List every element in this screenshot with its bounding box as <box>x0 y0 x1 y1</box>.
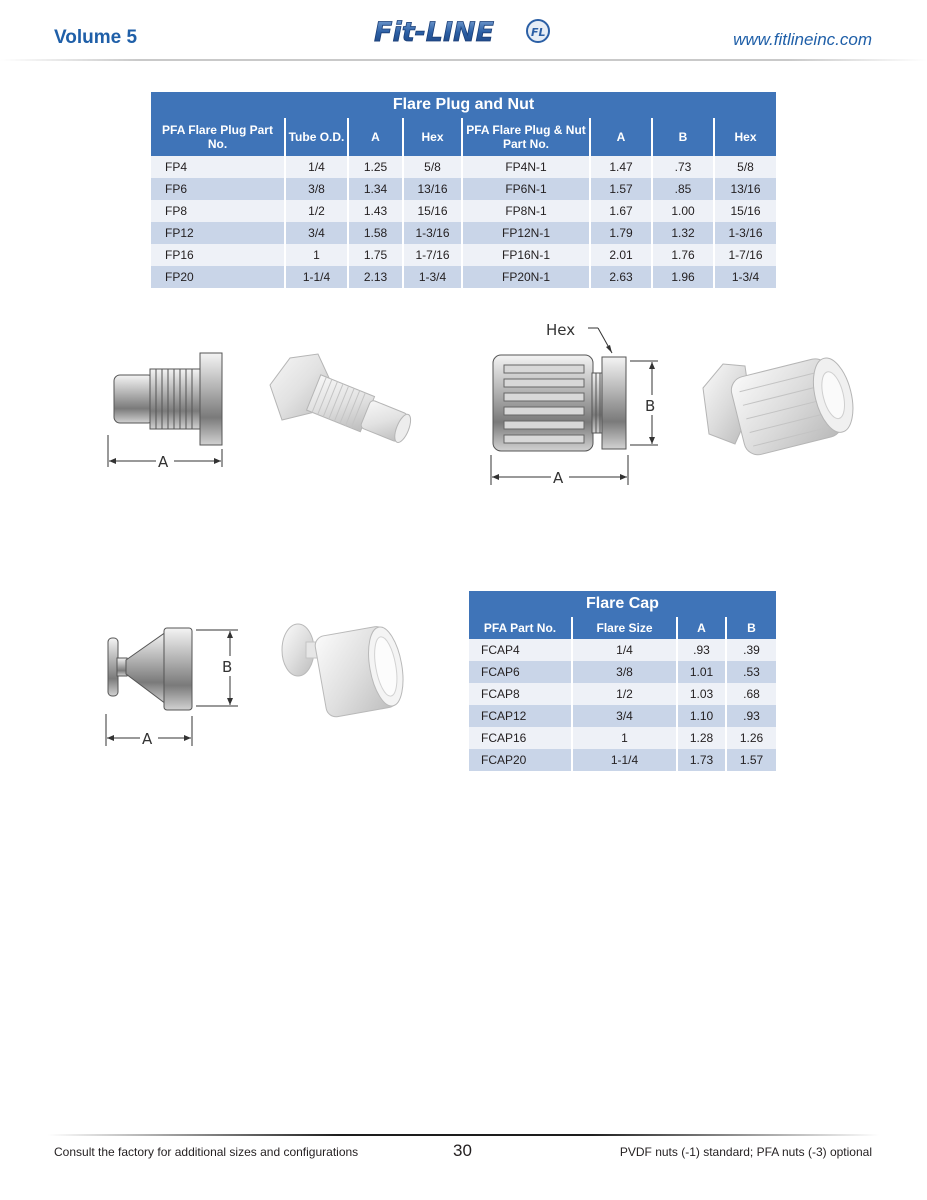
table-cell: 5/8 <box>403 156 462 178</box>
table-row <box>151 244 776 266</box>
table-row <box>151 222 776 244</box>
table-title: Flare Plug and Nut <box>151 92 776 118</box>
column-header: PFA Flare Plug & Nut Part No. <box>462 118 590 156</box>
table-cell: 1.75 <box>348 244 403 266</box>
table-cell: 3/8 <box>572 661 677 683</box>
table-cell: .93 <box>677 639 726 661</box>
table-cell: 1/2 <box>285 200 348 222</box>
table-cell: FCAP4 <box>469 639 572 661</box>
table-cell: 1-7/16 <box>714 244 776 266</box>
table-row <box>151 178 776 200</box>
page-number: 30 <box>453 1141 472 1160</box>
table-row <box>469 683 776 705</box>
table-cell: 1.34 <box>348 178 403 200</box>
table-cell: 1-3/16 <box>403 222 462 244</box>
table-cell: 2.63 <box>590 266 652 288</box>
table-row <box>151 200 776 222</box>
flare-cap-photo <box>270 608 420 728</box>
table-cell: 2.01 <box>590 244 652 266</box>
table-cell: FP6 <box>151 178 285 200</box>
table-cell: FP16N-1 <box>462 244 590 266</box>
table-cell: 1.10 <box>677 705 726 727</box>
table-cell: 1.26 <box>726 727 776 749</box>
svg-text:A: A <box>158 453 169 471</box>
flare-cap-dimension-drawing <box>100 620 242 750</box>
table-cell: 1-1/4 <box>572 749 677 771</box>
table-cell: .53 <box>726 661 776 683</box>
table-cell: .93 <box>726 705 776 727</box>
flare-plug-photo <box>260 340 420 465</box>
table-cell: 1.96 <box>652 266 714 288</box>
table-cell: 1.76 <box>652 244 714 266</box>
volume-label: Volume 5 <box>54 27 138 48</box>
table-cell: FP8 <box>151 200 285 222</box>
table-cell: 1-7/16 <box>403 244 462 266</box>
table-cell: 1-3/4 <box>714 266 776 288</box>
table-cell: 13/16 <box>714 178 776 200</box>
table-cell: 1-3/4 <box>403 266 462 288</box>
table-cell: FP4 <box>151 156 285 178</box>
table-row <box>469 749 776 771</box>
table-cell: .39 <box>726 639 776 661</box>
table-cell: FP20 <box>151 266 285 288</box>
table-cell: 1.57 <box>726 749 776 771</box>
table-cell: 1-1/4 <box>285 266 348 288</box>
table-row <box>469 727 776 749</box>
table-cell: .73 <box>652 156 714 178</box>
table-cell: 1.00 <box>652 200 714 222</box>
flare-plug-nut-table <box>151 92 776 288</box>
column-header: B <box>652 118 714 156</box>
header-divider <box>0 59 927 61</box>
svg-text:A: A <box>553 469 564 487</box>
svg-text:B: B <box>645 397 656 415</box>
table-cell: 1.47 <box>590 156 652 178</box>
table-cell: 3/8 <box>285 178 348 200</box>
svg-text:Hex: Hex <box>546 321 576 339</box>
table-cell: FP8N-1 <box>462 200 590 222</box>
table-cell: FCAP16 <box>469 727 572 749</box>
flare-plug-dimension-drawing <box>100 345 228 475</box>
svg-text:A: A <box>142 730 153 748</box>
table-cell: FP6N-1 <box>462 178 590 200</box>
table-cell: 15/16 <box>714 200 776 222</box>
table-cell: 1 <box>572 727 677 749</box>
table-cell: 1/2 <box>572 683 677 705</box>
table-cell: 1.28 <box>677 727 726 749</box>
footer-note-right: PVDF nuts (-1) standard; PFA nuts (-3) optional <box>619 1145 872 1159</box>
table-cell: 1.01 <box>677 661 726 683</box>
table-title: Flare Cap <box>469 591 776 617</box>
table-row <box>469 639 776 661</box>
flare-cap-table <box>469 591 776 771</box>
fitline-logo <box>370 14 560 48</box>
svg-text:FL: FL <box>531 26 546 39</box>
column-header: A <box>590 118 652 156</box>
table-cell: 2.13 <box>348 266 403 288</box>
table-cell: 1/4 <box>285 156 348 178</box>
table-cell: FCAP6 <box>469 661 572 683</box>
footer-note-left: Consult the factory for additional sizes and configurations <box>54 1145 359 1159</box>
table-cell: 15/16 <box>403 200 462 222</box>
table-cell: FCAP12 <box>469 705 572 727</box>
table-cell: 1.57 <box>590 178 652 200</box>
table-cell: 1.32 <box>652 222 714 244</box>
svg-text:B: B <box>222 658 233 676</box>
table-cell: 1/4 <box>572 639 677 661</box>
column-header: Hex <box>714 118 776 156</box>
table-cell: 1.73 <box>677 749 726 771</box>
table-cell: 3/4 <box>572 705 677 727</box>
table-cell: 3/4 <box>285 222 348 244</box>
column-header: Flare Size <box>572 617 677 639</box>
column-header: PFA Flare Plug Part No. <box>151 118 285 156</box>
svg-text:Fit-LINE: Fit-LINE <box>374 17 495 48</box>
table-cell: FP12N-1 <box>462 222 590 244</box>
table-cell: 1.79 <box>590 222 652 244</box>
column-header: Hex <box>403 118 462 156</box>
table-cell: 1.43 <box>348 200 403 222</box>
table-cell: 1.67 <box>590 200 652 222</box>
table-cell: FCAP8 <box>469 683 572 705</box>
table-row <box>469 705 776 727</box>
table-row <box>151 156 776 178</box>
footer-divider <box>48 1134 879 1136</box>
flare-plug-nut-dimension-drawing <box>488 315 668 487</box>
website-url: www.fitlineinc.com <box>733 30 872 49</box>
column-header: Tube O.D. <box>285 118 348 156</box>
table-cell: FP20N-1 <box>462 266 590 288</box>
table-cell: 1-3/16 <box>714 222 776 244</box>
table-cell: 1 <box>285 244 348 266</box>
table-cell: FCAP20 <box>469 749 572 771</box>
table-row <box>151 266 776 288</box>
table-cell: 1.03 <box>677 683 726 705</box>
table-cell: 13/16 <box>403 178 462 200</box>
column-header: A <box>348 118 403 156</box>
column-header: A <box>677 617 726 639</box>
table-cell: .85 <box>652 178 714 200</box>
table-cell: 1.25 <box>348 156 403 178</box>
table-cell: 5/8 <box>714 156 776 178</box>
flare-plug-nut-photo <box>695 348 860 463</box>
column-header: B <box>726 617 776 639</box>
table-cell: FP16 <box>151 244 285 266</box>
table-cell: 1.58 <box>348 222 403 244</box>
table-row <box>469 661 776 683</box>
table-cell: FP4N-1 <box>462 156 590 178</box>
column-header: PFA Part No. <box>469 617 572 639</box>
table-cell: .68 <box>726 683 776 705</box>
table-cell: FP12 <box>151 222 285 244</box>
